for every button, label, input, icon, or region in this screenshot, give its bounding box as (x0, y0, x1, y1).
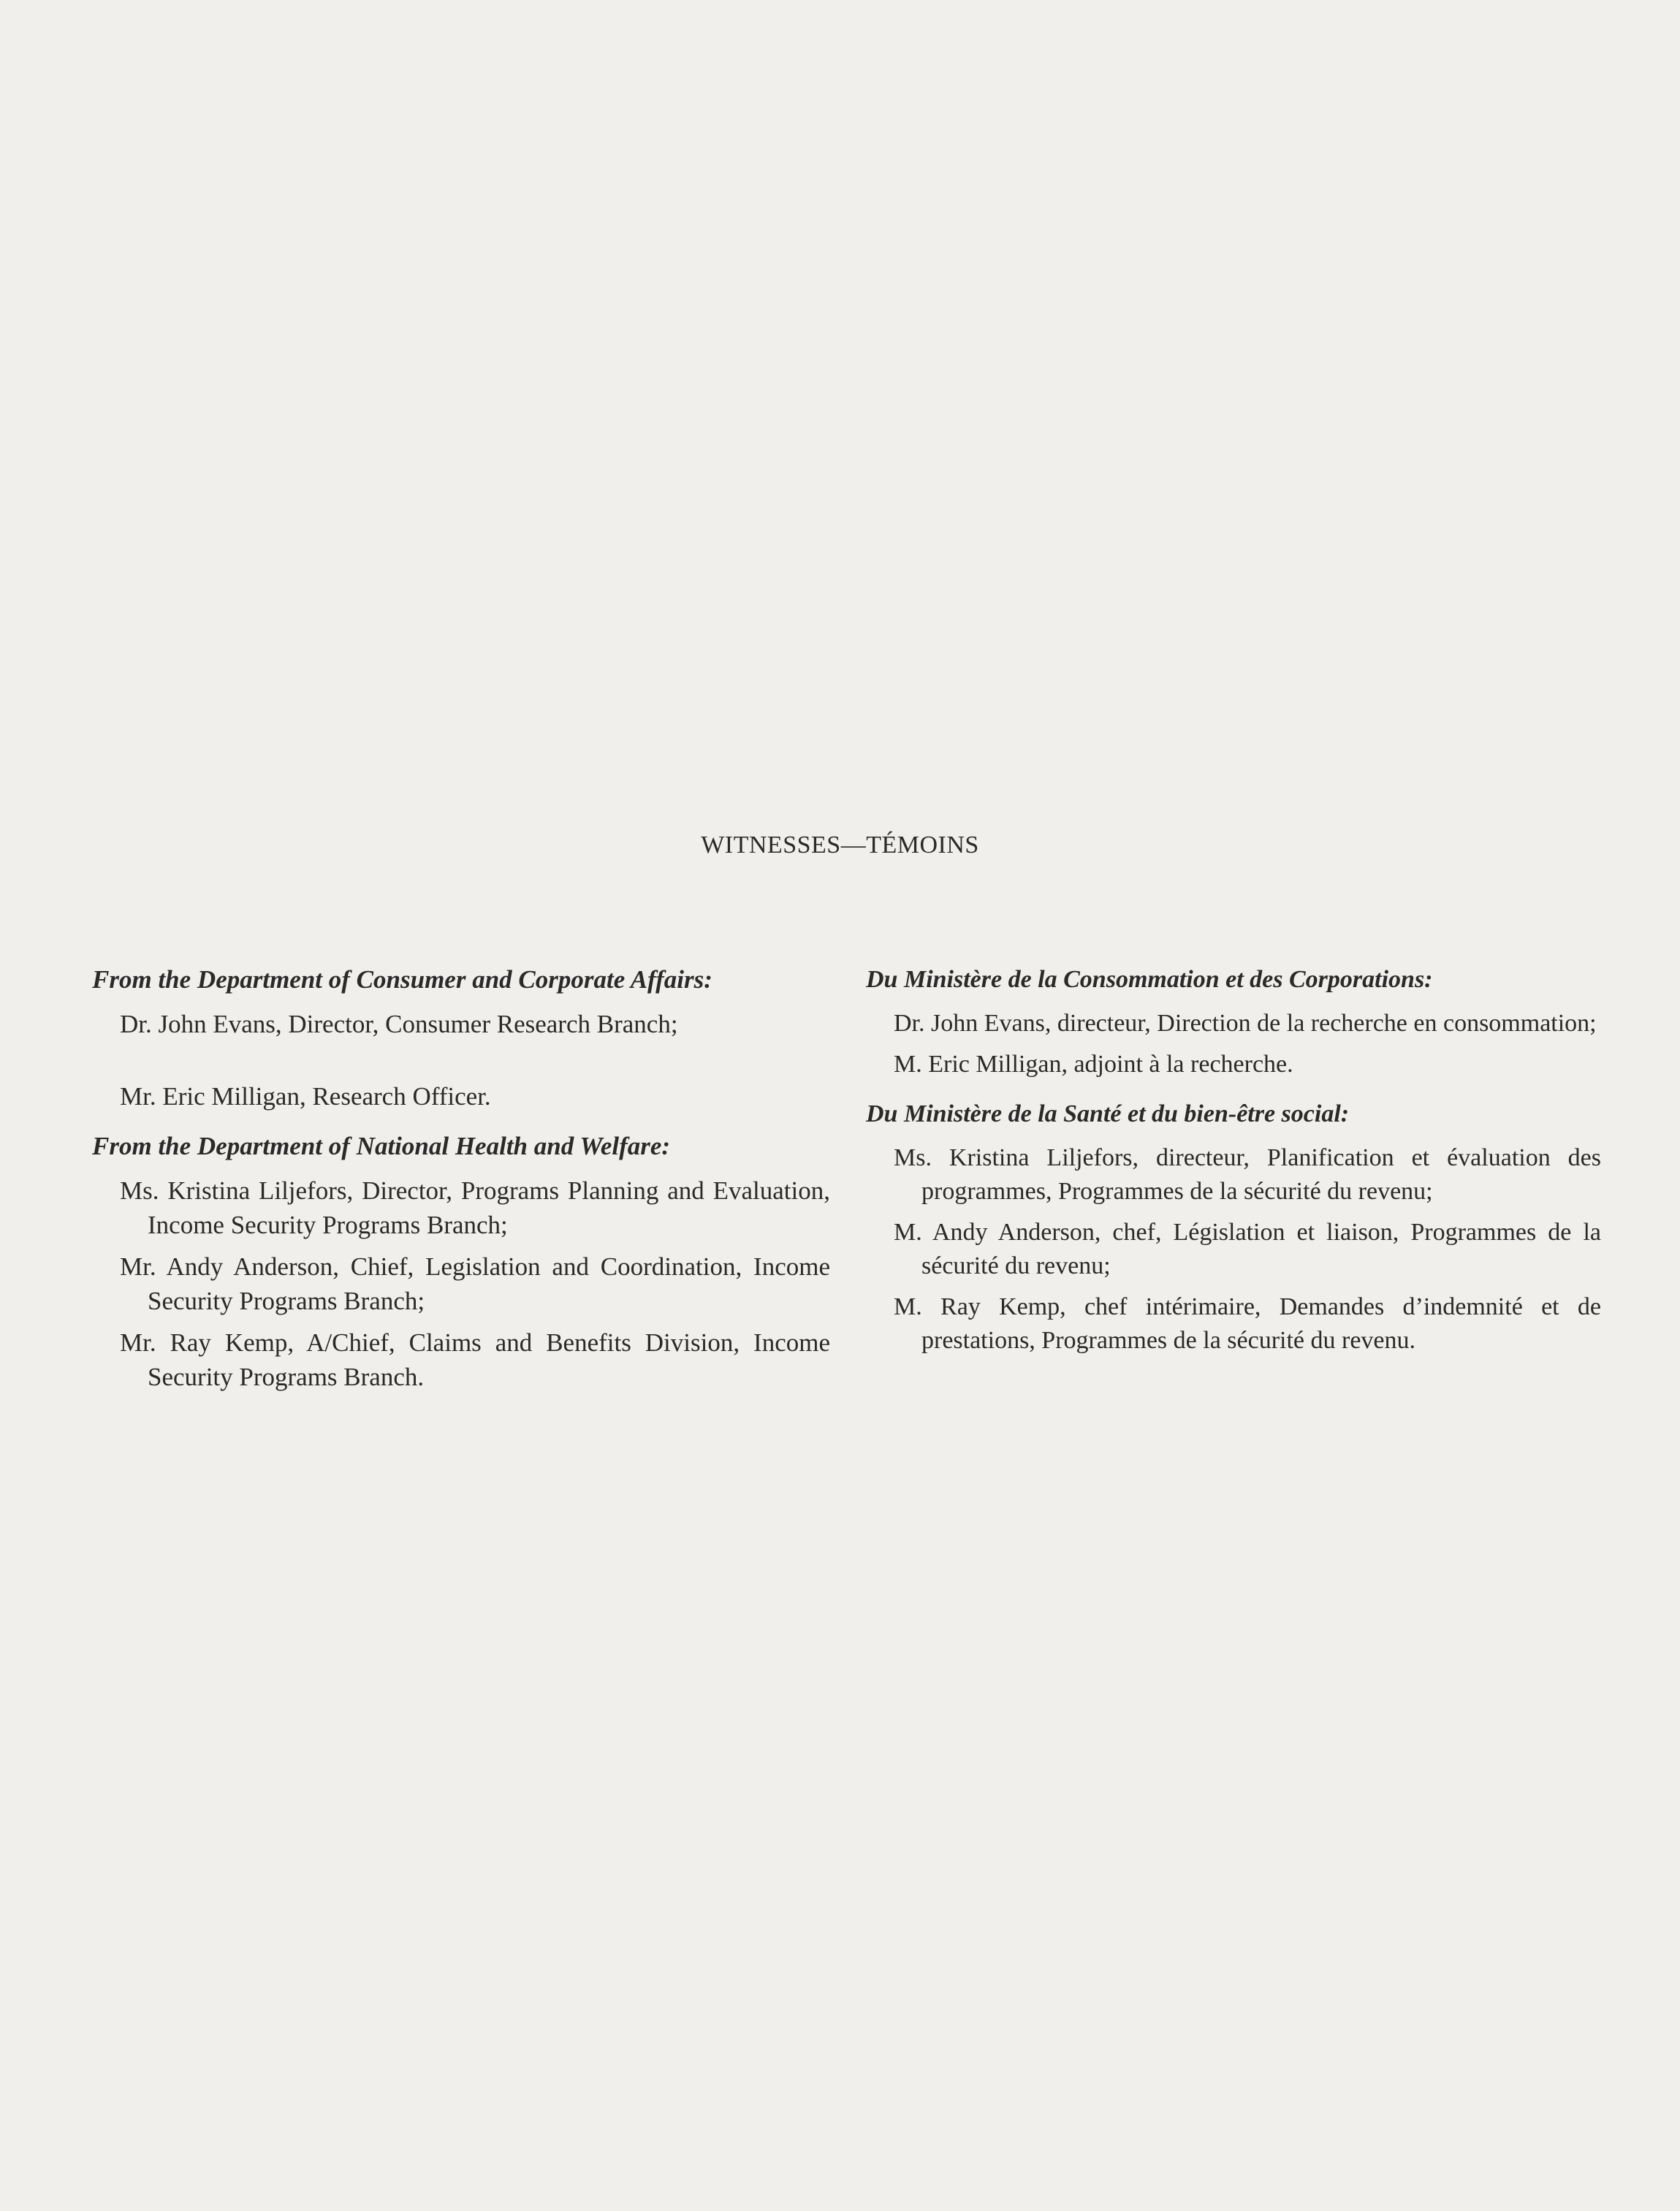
witness-entry: Dr. John Evans, directeur, Direction de la recherche en consommation; (894, 1010, 1597, 1037)
witness-entry: M. Andy Anderson, chef, Législation et liaison, Programmes de la sécurité du revenu; (894, 1219, 1601, 1279)
french-column (866, 963, 1601, 1365)
witness-entry: M. Ray Kemp, chef intérimaire, Demandes d’indemnité et de prestations, Programmes de la sécurité du revenu. (894, 1293, 1601, 1354)
english-column (92, 963, 830, 1401)
witness-entry: M. Eric Milligan, adjoint à la recherche. (894, 1051, 1293, 1078)
page-title: WITNESSES—TÉMOINS (701, 831, 979, 859)
witness-entry: Dr. John Evans, Director, Consumer Research Branch; (120, 1010, 678, 1038)
witness-entry: Ms. Kristina Liljefors, directeur, Planification et évaluation des programmes, Programmes de la sécurité du revenu; (894, 1144, 1601, 1205)
witness-entry: Mr. Eric Milligan, Research Officer. (120, 1082, 491, 1111)
section-heading-consommation: Du Ministère de la Consommation et des Corporations: (866, 966, 1433, 993)
witness-entry: Mr. Andy Anderson, Chief, Legislation and Coordination, Income Security Programs Branch; (120, 1252, 830, 1315)
section-heading-health-welfare: From the Department of National Health and Welfare: (92, 1132, 671, 1160)
witness-entry: Mr. Ray Kemp, A/Chief, Claims and Benefits Division, Income Security Programs Branch. (120, 1328, 830, 1391)
section-heading-sante: Du Ministère de la Santé et du bien-être social: (866, 1100, 1350, 1127)
section-heading-consumer-affairs: From the Department of Consumer and Corporate Affairs: (92, 965, 712, 994)
witness-entry: Ms. Kristina Liljefors, Director, Programs Planning and Evaluation, Income Security Programs Branch; (120, 1176, 830, 1239)
